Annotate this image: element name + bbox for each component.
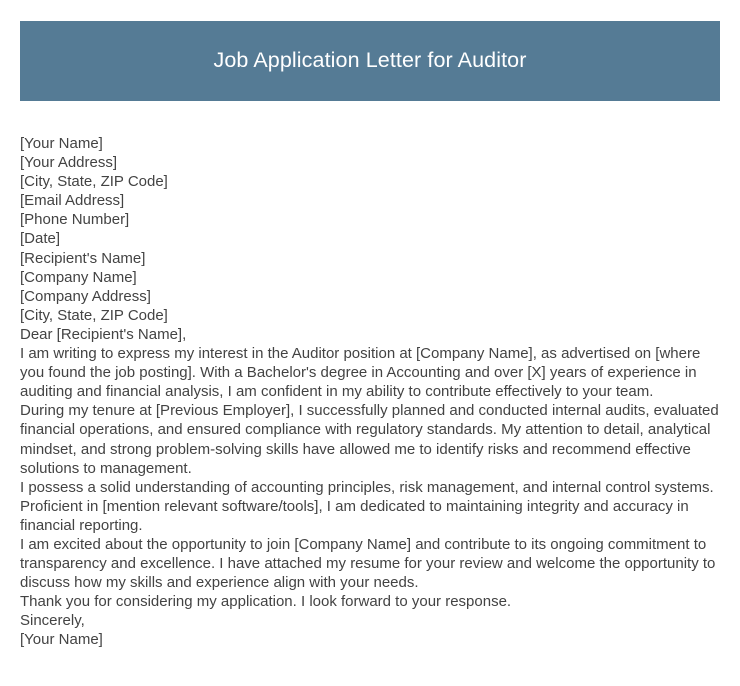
closing-line: Sincerely, bbox=[20, 612, 85, 630]
letter-paragraph-2: During my tenure at [Previous Employer], I successfully planned and conducted internal audits, evaluated financial operations, and ensured compliance with regulatory standards. My attention to detail, analytical mindset, and strong problem-solving skills have allowed me to identify risks and recommend effective solutions to management. bbox=[20, 402, 719, 477]
recipient-city-state-zip-line: [City, State, ZIP Code] bbox=[20, 306, 168, 324]
document-header-banner bbox=[20, 21, 720, 101]
page-title: Job Application Letter for Auditor bbox=[213, 48, 527, 73]
sender-email-line: [Email Address] bbox=[20, 192, 125, 210]
letter-paragraph-1: I am writing to express my interest in the Auditor position at [Company Name], as advertised on [where you found the job posting]. With a Bachelor's degree in Accounting and over [X] years of experience in auditing and financial analysis, I am confident in my ability to contribute effectively to your team. bbox=[20, 345, 701, 401]
sender-address-line: [Your Address] bbox=[20, 154, 118, 172]
date-line: [Date] bbox=[20, 230, 61, 248]
sender-name-line: [Your Name] bbox=[20, 135, 103, 152]
recipient-name-line: [Recipient's Name] bbox=[20, 249, 146, 267]
recipient-company-line: [Company Name] bbox=[20, 268, 137, 286]
letter-paragraph-4: I am excited about the opportunity to join [Company Name] and contribute to its ongoing commitment to transparency and excellence. I have attached my resume for your review and welcome the opportunity to discuss how my skills and experience align with your needs. bbox=[20, 535, 716, 592]
signature-line: [Your Name] bbox=[20, 631, 103, 649]
letter-paragraph-5: Thank you for considering my application. I look forward to your response. bbox=[20, 593, 512, 611]
letter-body bbox=[20, 134, 720, 650]
sender-city-state-zip-line: [City, State, ZIP Code] bbox=[20, 173, 168, 191]
recipient-company-address-line: [Company Address] bbox=[20, 287, 151, 305]
letter-paragraph-3: I possess a solid understanding of accounting principles, risk management, and internal control systems. Proficient in [mention relevant software/tools], I am dedicated to maintaining integrity and accuracy in financial reporting. bbox=[20, 478, 714, 534]
salutation-line: Dear [Recipient's Name], bbox=[20, 325, 187, 343]
sender-phone-line: [Phone Number] bbox=[20, 211, 130, 229]
